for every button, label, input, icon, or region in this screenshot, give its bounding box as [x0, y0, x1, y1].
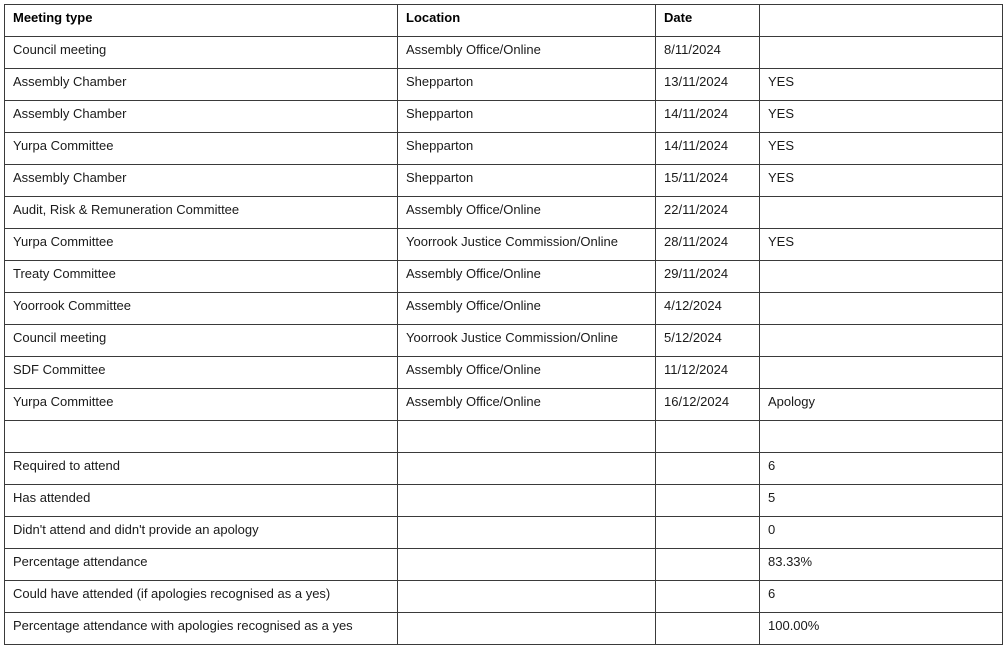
summary-empty-location-cell[interactable]	[398, 517, 656, 549]
meeting-row	[5, 293, 1003, 325]
attendance-status-cell[interactable]: YES	[760, 69, 1003, 101]
date-cell[interactable]: 4/12/2024	[656, 293, 760, 325]
summary-value-cell[interactable]: 6	[760, 581, 1003, 613]
summary-row	[5, 581, 1003, 613]
date-cell[interactable]: 16/12/2024	[656, 389, 760, 421]
header-date[interactable]: Date	[656, 5, 760, 37]
date-cell[interactable]: 28/11/2024	[656, 229, 760, 261]
meeting-row	[5, 37, 1003, 69]
meeting-row	[5, 229, 1003, 261]
summary-row	[5, 549, 1003, 581]
attendance-status-cell[interactable]	[760, 293, 1003, 325]
summary-label-cell[interactable]: Has attended	[5, 485, 398, 517]
summary-label-cell[interactable]: Didn't attend and didn't provide an apology	[5, 517, 398, 549]
header-row	[5, 5, 1003, 37]
meeting-type-cell[interactable]: Yurpa Committee	[5, 389, 398, 421]
summary-row	[5, 485, 1003, 517]
location-cell[interactable]: Assembly Office/Online	[398, 37, 656, 69]
summary-row	[5, 613, 1003, 645]
attendance-status-cell[interactable]	[760, 261, 1003, 293]
summary-label-cell[interactable]: Percentage attendance	[5, 549, 398, 581]
summary-value-cell[interactable]: 0	[760, 517, 1003, 549]
location-cell[interactable]: Yoorrook Justice Commission/Online	[398, 229, 656, 261]
summary-value-cell[interactable]: 83.33%	[760, 549, 1003, 581]
summary-empty-location-cell[interactable]	[398, 485, 656, 517]
summary-label-cell[interactable]: Required to attend	[5, 453, 398, 485]
location-cell[interactable]: Assembly Office/Online	[398, 389, 656, 421]
spacer-rows	[5, 421, 1003, 453]
header-status[interactable]	[760, 5, 1003, 37]
summary-value-cell[interactable]: 100.00%	[760, 613, 1003, 645]
summary-row	[5, 453, 1003, 485]
location-cell[interactable]: Shepparton	[398, 133, 656, 165]
location-cell[interactable]: Assembly Office/Online	[398, 293, 656, 325]
meeting-row	[5, 325, 1003, 357]
meeting-type-cell[interactable]: Council meeting	[5, 37, 398, 69]
date-cell[interactable]: 14/11/2024	[656, 101, 760, 133]
meeting-type-cell[interactable]: Yurpa Committee	[5, 229, 398, 261]
location-cell[interactable]: Shepparton	[398, 101, 656, 133]
summary-label-cell[interactable]: Could have attended (if apologies recognised as a yes)	[5, 581, 398, 613]
summary-row	[5, 517, 1003, 549]
summary-rows	[5, 453, 1003, 645]
meeting-type-cell[interactable]: Treaty Committee	[5, 261, 398, 293]
attendance-status-cell[interactable]: YES	[760, 165, 1003, 197]
attendance-status-cell[interactable]	[760, 421, 1003, 453]
meeting-row	[5, 133, 1003, 165]
attendance-status-cell[interactable]: YES	[760, 229, 1003, 261]
attendance-status-cell[interactable]: YES	[760, 133, 1003, 165]
location-cell[interactable]: Shepparton	[398, 165, 656, 197]
meeting-row	[5, 261, 1003, 293]
location-cell[interactable]: Assembly Office/Online	[398, 357, 656, 389]
meeting-type-cell[interactable]: Council meeting	[5, 325, 398, 357]
meeting-row	[5, 197, 1003, 229]
attendance-status-cell[interactable]: YES	[760, 101, 1003, 133]
date-cell[interactable]: 15/11/2024	[656, 165, 760, 197]
summary-label-cell[interactable]: Percentage attendance with apologies recognised as a yes	[5, 613, 398, 645]
summary-empty-location-cell[interactable]	[398, 581, 656, 613]
meeting-type-cell[interactable]: Audit, Risk & Remuneration Committee	[5, 197, 398, 229]
summary-empty-date-cell[interactable]	[656, 613, 760, 645]
attendance-table	[4, 4, 1003, 645]
summary-empty-location-cell[interactable]	[398, 613, 656, 645]
summary-value-cell[interactable]: 6	[760, 453, 1003, 485]
date-cell[interactable]: 5/12/2024	[656, 325, 760, 357]
location-cell[interactable]: Assembly Office/Online	[398, 261, 656, 293]
attendance-status-cell[interactable]: Apology	[760, 389, 1003, 421]
meeting-type-cell[interactable]: Assembly Chamber	[5, 165, 398, 197]
attendance-status-cell[interactable]	[760, 357, 1003, 389]
meeting-type-cell[interactable]	[5, 421, 398, 453]
date-cell[interactable]: 11/12/2024	[656, 357, 760, 389]
summary-value-cell[interactable]: 5	[760, 485, 1003, 517]
location-cell[interactable]: Assembly Office/Online	[398, 197, 656, 229]
summary-empty-date-cell[interactable]	[656, 485, 760, 517]
meeting-row	[5, 69, 1003, 101]
meeting-type-cell[interactable]: Assembly Chamber	[5, 101, 398, 133]
spacer-row	[5, 421, 1003, 453]
attendance-status-cell[interactable]	[760, 325, 1003, 357]
meeting-row	[5, 389, 1003, 421]
summary-empty-date-cell[interactable]	[656, 549, 760, 581]
date-cell[interactable]: 13/11/2024	[656, 69, 760, 101]
summary-empty-date-cell[interactable]	[656, 453, 760, 485]
meeting-row	[5, 101, 1003, 133]
date-cell[interactable]: 29/11/2024	[656, 261, 760, 293]
summary-empty-date-cell[interactable]	[656, 517, 760, 549]
date-cell[interactable]: 14/11/2024	[656, 133, 760, 165]
meeting-row	[5, 357, 1003, 389]
meeting-rows	[5, 37, 1003, 421]
date-cell[interactable]: 22/11/2024	[656, 197, 760, 229]
location-cell[interactable]: Yoorrook Justice Commission/Online	[398, 325, 656, 357]
meeting-type-cell[interactable]: Yoorrook Committee	[5, 293, 398, 325]
meeting-row	[5, 165, 1003, 197]
location-cell[interactable]: Shepparton	[398, 69, 656, 101]
meeting-type-cell[interactable]: Assembly Chamber	[5, 69, 398, 101]
attendance-status-cell[interactable]	[760, 37, 1003, 69]
header-meeting-type[interactable]: Meeting type	[5, 5, 398, 37]
summary-empty-date-cell[interactable]	[656, 581, 760, 613]
meeting-type-cell[interactable]: SDF Committee	[5, 357, 398, 389]
location-cell[interactable]	[398, 421, 656, 453]
summary-empty-location-cell[interactable]	[398, 453, 656, 485]
date-cell[interactable]: 8/11/2024	[656, 37, 760, 69]
summary-empty-location-cell[interactable]	[398, 549, 656, 581]
header-location[interactable]: Location	[398, 5, 656, 37]
attendance-status-cell[interactable]	[760, 197, 1003, 229]
date-cell[interactable]	[656, 421, 760, 453]
meeting-type-cell[interactable]: Yurpa Committee	[5, 133, 398, 165]
